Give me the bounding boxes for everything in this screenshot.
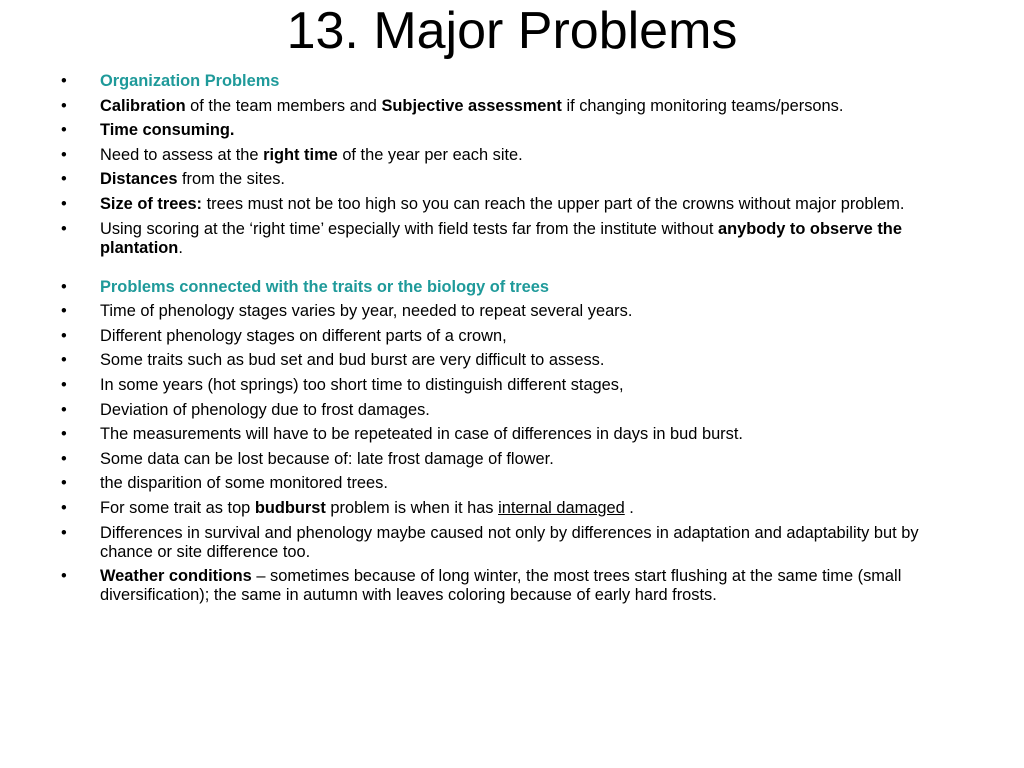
text-run: of the team members and	[185, 96, 382, 115]
underlined-text: internal damaged	[498, 498, 625, 517]
list-item-text	[100, 450, 554, 468]
list-item	[61, 195, 961, 214]
list-item-text	[100, 146, 523, 164]
text-run: Using scoring at the ‘right time’ especially with field tests far from the institute without	[100, 219, 718, 238]
bullet-marker: •	[61, 96, 67, 115]
list-item	[61, 401, 961, 420]
list-item-text: Organization Problems	[100, 72, 280, 90]
bullet-marker: •	[61, 474, 67, 493]
text-run: the disparition of some monitored trees.	[100, 474, 388, 493]
bold-text: right time	[263, 145, 338, 164]
list-item-text	[100, 121, 235, 139]
bold-text: Size of trees:	[100, 194, 203, 213]
bullet-marker: •	[61, 449, 67, 468]
bullet-marker: •	[61, 121, 67, 140]
text-run: .	[178, 238, 183, 257]
list-item	[61, 567, 961, 605]
bold-text: Distances	[100, 170, 178, 189]
bullet-marker: •	[61, 375, 67, 394]
bullet-marker: •	[61, 523, 67, 542]
list-item	[61, 146, 961, 165]
list-item-text	[100, 524, 919, 561]
text-run: Need to assess at the	[100, 145, 264, 164]
list-item	[61, 474, 961, 493]
list-item-text	[100, 401, 430, 419]
bullet-list	[61, 72, 961, 611]
text-run: Deviation of phenology due to frost damages.	[100, 400, 430, 419]
bullet-marker: •	[61, 145, 67, 164]
text-run: Different phenology stages on different parts of a crown,	[100, 326, 507, 345]
bold-text: anybody to observe the plantation	[100, 219, 902, 257]
bullet-marker: •	[61, 425, 67, 444]
section-heading-item	[61, 72, 961, 91]
text-run: Some data can be lost because of: late frost damage of flower.	[100, 449, 554, 468]
bold-text: Time consuming.	[100, 121, 235, 140]
bold-text: Subjective assessment	[381, 96, 562, 115]
section-heading-item	[61, 278, 961, 297]
text-run: Differences in survival and phenology maybe caused not only by differences in adaptation and adaptability but by chance or site difference too.	[100, 523, 919, 561]
list-item-text	[100, 220, 902, 257]
text-run: In some years (hot springs) too short time to distinguish different stages,	[100, 375, 624, 394]
list-item-text	[100, 327, 507, 345]
list-item-text	[100, 195, 904, 213]
bullet-marker: •	[61, 194, 67, 213]
text-run: trees must not be too high so you can reach the upper part of the crowns without major problem.	[202, 194, 905, 213]
list-item	[61, 425, 961, 444]
text-run: .	[624, 498, 634, 517]
list-item	[61, 327, 961, 346]
list-item	[61, 97, 961, 116]
list-item	[61, 450, 961, 469]
bold-text: Calibration	[100, 96, 186, 115]
list-item	[61, 499, 961, 518]
bullet-marker: •	[61, 302, 67, 321]
slide-title: 13. Major Problems	[286, 2, 738, 60]
list-item	[61, 170, 961, 189]
bullet-marker: •	[61, 219, 67, 238]
text-run: The measurements will have to be repeteated in case of differences in days in bud burst.	[100, 425, 743, 444]
text-run: if changing monitoring teams/persons.	[561, 96, 844, 115]
list-item-text	[100, 302, 632, 320]
list-item-text	[100, 425, 743, 443]
bullet-marker: •	[61, 351, 67, 370]
list-item-text	[100, 567, 901, 604]
list-item-text	[100, 474, 388, 492]
list-item	[61, 302, 961, 321]
list-item	[61, 351, 961, 370]
bold-text: Weather conditions	[100, 567, 252, 586]
list-item-text	[100, 376, 624, 394]
bullet-marker: •	[61, 170, 67, 189]
list-item	[61, 524, 961, 562]
text-run: Some traits such as bud set and bud burst are very difficult to assess.	[100, 351, 605, 370]
text-run: Time of phenology stages varies by year, needed to repeat several years.	[100, 302, 633, 321]
text-run: problem is when it has	[325, 498, 499, 517]
list-item-text	[100, 499, 634, 517]
text-run: – sometimes because of long winter, the most trees start flushing at the same time (small diversification); the same in autumn with leaves coloring because of early hard frosts.	[100, 567, 902, 605]
list-item	[61, 220, 961, 258]
bullet-marker: •	[61, 277, 67, 296]
bold-text: budburst	[254, 498, 326, 517]
list-item-text	[100, 97, 843, 115]
list-item	[61, 376, 961, 395]
list-item-text	[100, 170, 285, 188]
bullet-marker: •	[61, 72, 67, 90]
text-run: of the year per each site.	[337, 145, 523, 164]
bullet-marker: •	[61, 498, 67, 517]
list-item-text	[100, 351, 604, 369]
bullet-marker: •	[61, 400, 67, 419]
text-run: from the sites.	[177, 170, 285, 189]
list-item-text: Problems connected with the traits or the biology of trees	[100, 277, 549, 296]
bullet-marker: •	[61, 567, 67, 586]
bullet-marker: •	[61, 326, 67, 345]
list-item	[61, 121, 961, 140]
text-run: For some trait as top	[100, 498, 255, 517]
